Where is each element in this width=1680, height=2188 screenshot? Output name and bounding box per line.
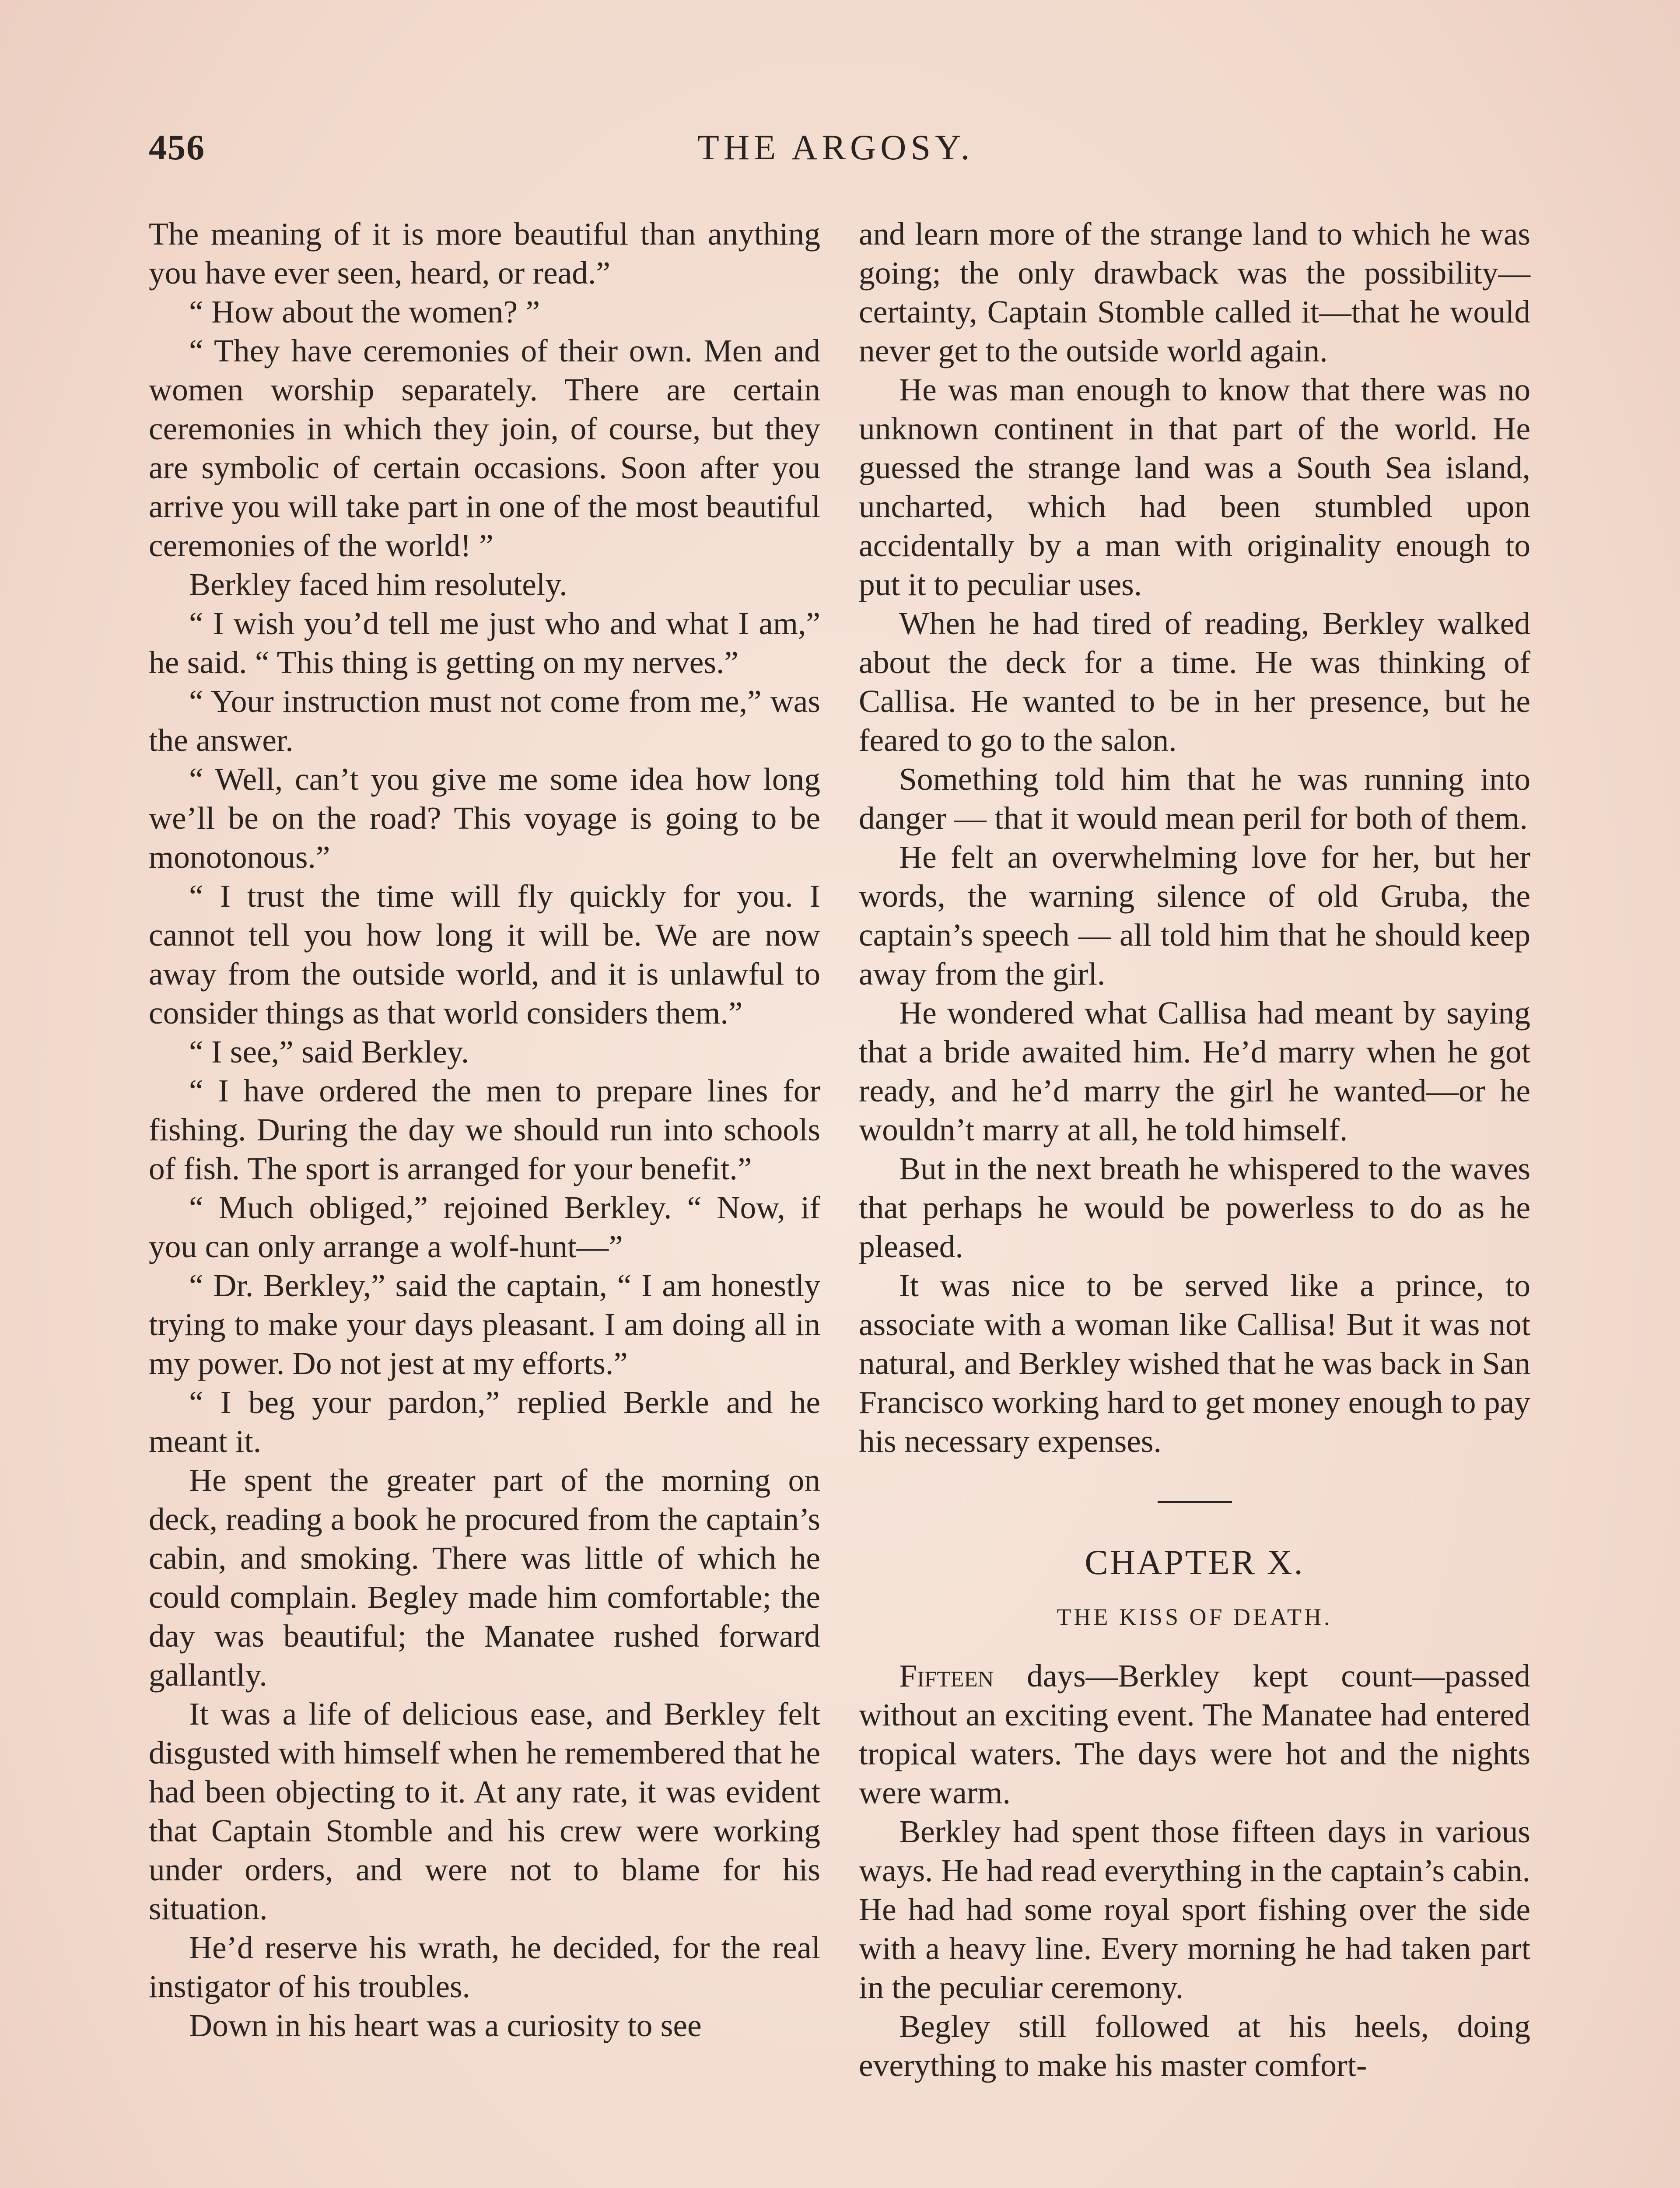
page-number: 456 bbox=[149, 127, 205, 167]
paragraph: He felt an overwhelming love for her, but her words, the warning silence of old Gruba, the captain’s speech — all told him that he should keep away from the girl. bbox=[859, 839, 1530, 992]
chapter-opening-paragraph bbox=[859, 1656, 1530, 1812]
chapter-number: CHAPTER X. bbox=[1085, 1543, 1305, 1582]
paragraph: “ Well, can’t you give me some idea how long we’ll be on the road? This voyage is going to be monotonous.” bbox=[149, 761, 820, 875]
opening-word: Fifteen bbox=[899, 1658, 994, 1694]
paragraph: “ I have ordered the men to prepare lines for fishing. During the day we should run into schools of fish. The sport is arranged for your benefit.” bbox=[149, 1073, 820, 1186]
paragraph: It was nice to be served like a prince, to associate with a woman like Callisa! But it was not natural, and Berkley wished that he was back in San Francisco working hard to get money enough to pay his necessary expenses. bbox=[859, 1268, 1530, 1459]
paragraph: He wondered what Callisa had meant by saying that a bride awaited him. He’d marry when he got ready, and he’d marry the girl he wanted—or he wouldn’t marry at all, he told himself. bbox=[859, 995, 1530, 1147]
paragraph: “ Dr. Berkley,” said the captain, “ I am honestly trying to make your days pleasant. I am doing all in my power. Do not jest at my efforts.” bbox=[149, 1268, 820, 1381]
paragraph: Down in his heart was a curiosity to see bbox=[189, 2008, 702, 2043]
paragraph: He spent the greater part of the morning on deck, reading a book he procured from the captain’s cabin, and smoking. There was little of which he could complain. Begley made him comfortable; the day was beautiful; the Manatee rushed forward gallantly. bbox=[149, 1462, 820, 1693]
paragraph: “ Much obliged,” rejoined Berkley. “ Now, if you can only arrange a wolf-hunt—” bbox=[149, 1190, 820, 1264]
paragraph: “ How about the women? ” bbox=[189, 294, 540, 330]
paragraph: He was man enough to know that there was no unknown continent in that part of the world. He guessed the strange land was a South Sea island, uncharted, which had been stumbled upon accidentally by a man with originality enough to put it to peculiar uses. bbox=[859, 372, 1530, 602]
opening-text: days—Berkley kept count—passed without an exciting event. The Manatee had entered tropical waters. The days were hot and the nights were warm. bbox=[859, 1658, 1530, 1810]
paragraph: Berkley had spent those fifteen days in various ways. He had read everything in the captain’s cabin. He had had some royal sport fishing over the side with a heavy line. Every morning he had taken part in the peculiar ceremony. bbox=[859, 1814, 1530, 2005]
left-column bbox=[149, 214, 820, 2045]
paragraph: It was a life of delicious ease, and Berkley felt disgusted with himself when he remembered that he had been objecting to it. At any rate, it was evident that Captain Stomble and his crew were working under orders, and were not to blame for his situation. bbox=[149, 1696, 820, 1926]
paragraph: “ Your instruction must not come from me,” was the answer. bbox=[149, 684, 820, 758]
section-divider bbox=[1158, 1501, 1232, 1503]
paragraph: “ I wish you’d tell me just who and what I am,” he said. “ This thing is getting on my nerves.” bbox=[149, 606, 820, 680]
paragraph: “ I trust the time will fly quickly for you. I cannot tell you how long it will be. We are now away from the outside world, and it is unlawful to consider things as that world considers them.” bbox=[149, 878, 820, 1031]
paragraph: Begley still followed at his heels, doing everything to make his master comfort- bbox=[859, 2009, 1530, 2083]
chapter-title: THE KISS OF DEATH. bbox=[1057, 1604, 1333, 1630]
paragraph: The meaning of it is more beautiful than anything you have ever seen, heard, or read.” bbox=[149, 216, 820, 291]
paragraph: “ I beg your pardon,” replied Berkle and he meant it. bbox=[149, 1385, 820, 1459]
page-header bbox=[149, 127, 1522, 179]
paragraph: When he had tired of reading, Berkley walked about the deck for a time. He was thinking of Callisa. He wanted to be in her presence, but he feared to go to the salon. bbox=[859, 606, 1530, 758]
paragraph: But in the next breath he whispered to the waves that perhaps he would be powerless to do as he pleased. bbox=[859, 1151, 1530, 1264]
paragraph: “ I see,” said Berkley. bbox=[189, 1034, 469, 1069]
paragraph: Berkley faced him resolutely. bbox=[189, 567, 567, 602]
right-column bbox=[859, 214, 1530, 2085]
paragraph: Something told him that he was running into danger — that it would mean peril for both of them. bbox=[859, 761, 1530, 836]
paragraph: and learn more of the strange land to which he was going; the only drawback was the possibility—certainty, Captain Stomble called it—that he would never get to the outside world again. bbox=[859, 216, 1530, 368]
running-head: THE ARGOSY. bbox=[697, 127, 974, 167]
paragraph: “ They have ceremonies of their own. Men and women worship separately. There are certain ceremonies in which they join, of course, but they are symbolic of certain occasions. Soon after you arrive you will take part in one of the most beautiful ceremonies of the world! ” bbox=[149, 333, 820, 563]
paragraph: He’d reserve his wrath, he decided, for the real instigator of his troubles. bbox=[149, 1930, 820, 2004]
